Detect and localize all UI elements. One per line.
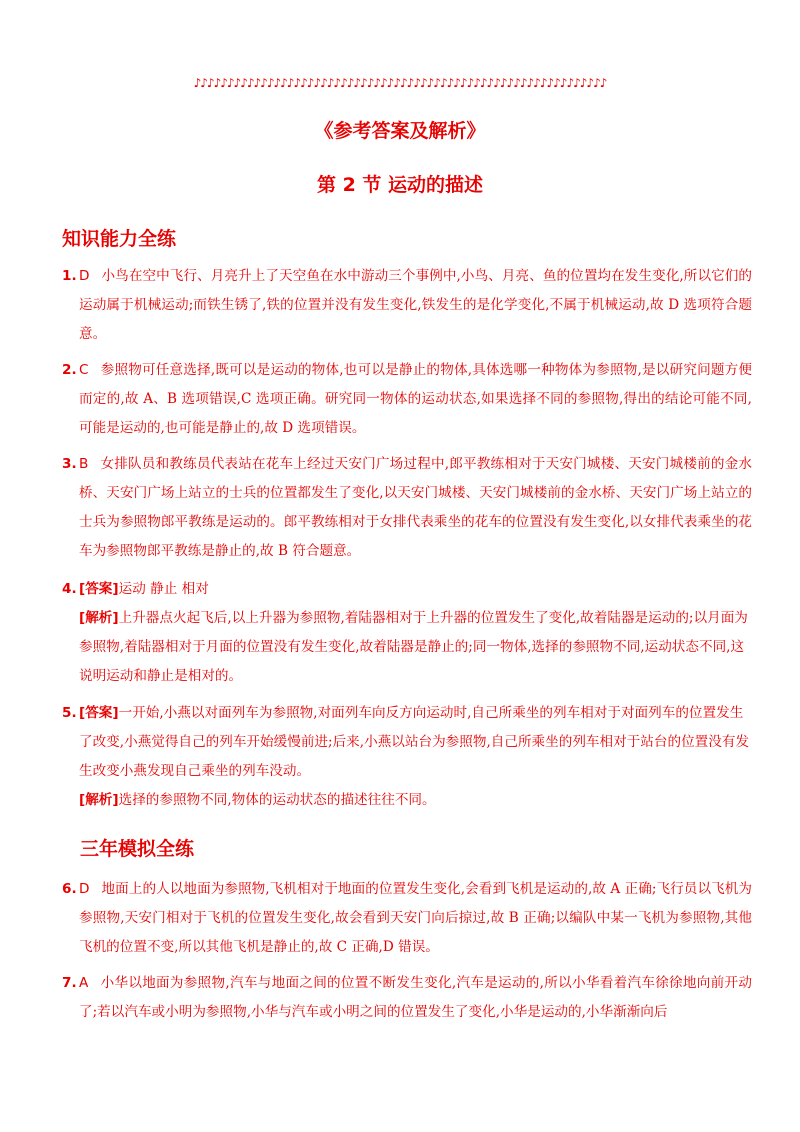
answer-item-5 <box>62 699 752 815</box>
answer-item-2 <box>62 356 752 443</box>
explain-tag: [解析] <box>79 610 119 626</box>
explain-text: 上升器点火起飞后,以上升器为参照物,着陆器相对于上升器的位置发生了变化,故着陆器是运动的;以月面为参照物,着陆器相对于月面的位置没有发生变化,故着陆器是静止的;同一物体,选择的参照物不同,运动状态不同,这说明运动和静止是相对的。 <box>79 610 748 684</box>
answer-item-7 <box>62 969 752 1027</box>
item-number: 5. <box>62 705 77 721</box>
item-choice: A <box>79 975 89 991</box>
item-number: 7. <box>62 975 77 991</box>
page-title: 《参考答案及解析》 <box>314 120 486 142</box>
explain-tag: [解析] <box>79 792 119 808</box>
answer-item-4 <box>62 575 752 691</box>
item-text: 地面上的人以地面为参照物,飞机相对于地面的位置发生变化,会看到飞机是运动的,故 A 正确;飞行员以飞机为参照物,天安门相对于飞机的位置发生变化,故会看到天安门向后掠过,故 B 正确;以编队中某一飞机为参照物,其他飞机的位置不变,所以其他飞机是静止的,故 C 正确,D 错误。 <box>79 881 752 955</box>
item-text: 小鸟在空中飞行、月亮升上了天空鱼在水中游动三个事例中,小鸟、月亮、鱼的位置均在发生变化,所以它们的运动属于机械运动;而铁生锈了,铁的位置并没有发生变化,铁发生的是化学变化,不属于机械运动,故 D 选项符合题意。 <box>79 268 752 342</box>
answer-tag: [答案] <box>79 705 119 721</box>
item-choice: C <box>79 362 89 378</box>
item-text: 小华以地面为参照物,汽车与地面之间的位置不断发生变化,汽车是运动的,所以小华看着汽车徐徐地向前开动了;若以汽车或小明为参照物,小华与汽车或小明之间的位置发生了变化,小华是运动的,小华渐渐向后 <box>79 975 752 1020</box>
item-choice: D <box>79 881 90 897</box>
item-number: 1. <box>62 268 77 284</box>
section-subtitle: 第 2 节 运动的描述 <box>316 174 484 196</box>
heading-knowledge: 知识能力全练 <box>62 228 177 250</box>
answer-tag: [答案] <box>79 581 119 597</box>
answer-item-1 <box>62 262 752 349</box>
item-choice: B <box>79 456 89 472</box>
item-number: 3. <box>62 456 77 472</box>
heading-mock-exam: 三年模拟全练 <box>80 838 195 860</box>
item-text: 参照物可任意选择,既可以是运动的物体,也可以是静止的物体,具体选哪一种物体为参照物,是以研究问题方便而定的,故 A、B 选项错误,C 选项正确。研究同一物体的运动状态,如果选择不同的参照物,得出的结论可能不同,可能是运动的,也可能是静止的,故 D 选项错误。 <box>79 362 752 436</box>
item-text: 女排队员和教练员代表站在花车上经过天安门广场过程中,郎平教练相对于天安门城楼、天安门城楼前的金水桥、天安门广场上站立的士兵的位置都发生了变化,以天安门城楼、天安门城楼前的金水桥、天安门广场上站立的士兵为参照物郎平教练是运动的。郎平教练相对于女排代表乘坐的花车的位置没有发生变化,以女排代表乘坐的花车为参照物郎平教练是静止的,故 B 符合题意。 <box>79 456 752 559</box>
item-number: 4. <box>62 581 77 597</box>
answer-text: 一开始,小燕以对面列车为参照物,对面列车向反方向运动时,自己所乘坐的列车相对于对面列车的位置发生了改变,小燕觉得自己的列车开始缓慢前进;后来,小燕以站台为参照物,自己所乘坐的列车相对于站台的位置没有发生改变小燕发现自己乘坐的列车没动。 <box>79 705 750 779</box>
explain-text: 选择的参照物不同,物体的运动状态的描述往往不同。 <box>118 792 436 808</box>
item-number: 6. <box>62 881 77 897</box>
item-choice: D <box>79 268 90 284</box>
item-number: 2. <box>62 362 77 378</box>
music-note-border: ♪♪♪♪♪♪♪♪♪♪♪♪♪♪♪♪♪♪♪♪♪♪♪♪♪♪♪♪♪♪♪♪♪♪♪♪♪♪♪♪♪♪♪♪♪♪♪♪♪♪♪♪♪♪♪♪♪♪♪♪♪♪ <box>193 76 607 90</box>
answer-item-6 <box>62 875 752 962</box>
answer-text: 运动 静止 相对 <box>118 581 209 597</box>
answer-item-3 <box>62 450 752 566</box>
